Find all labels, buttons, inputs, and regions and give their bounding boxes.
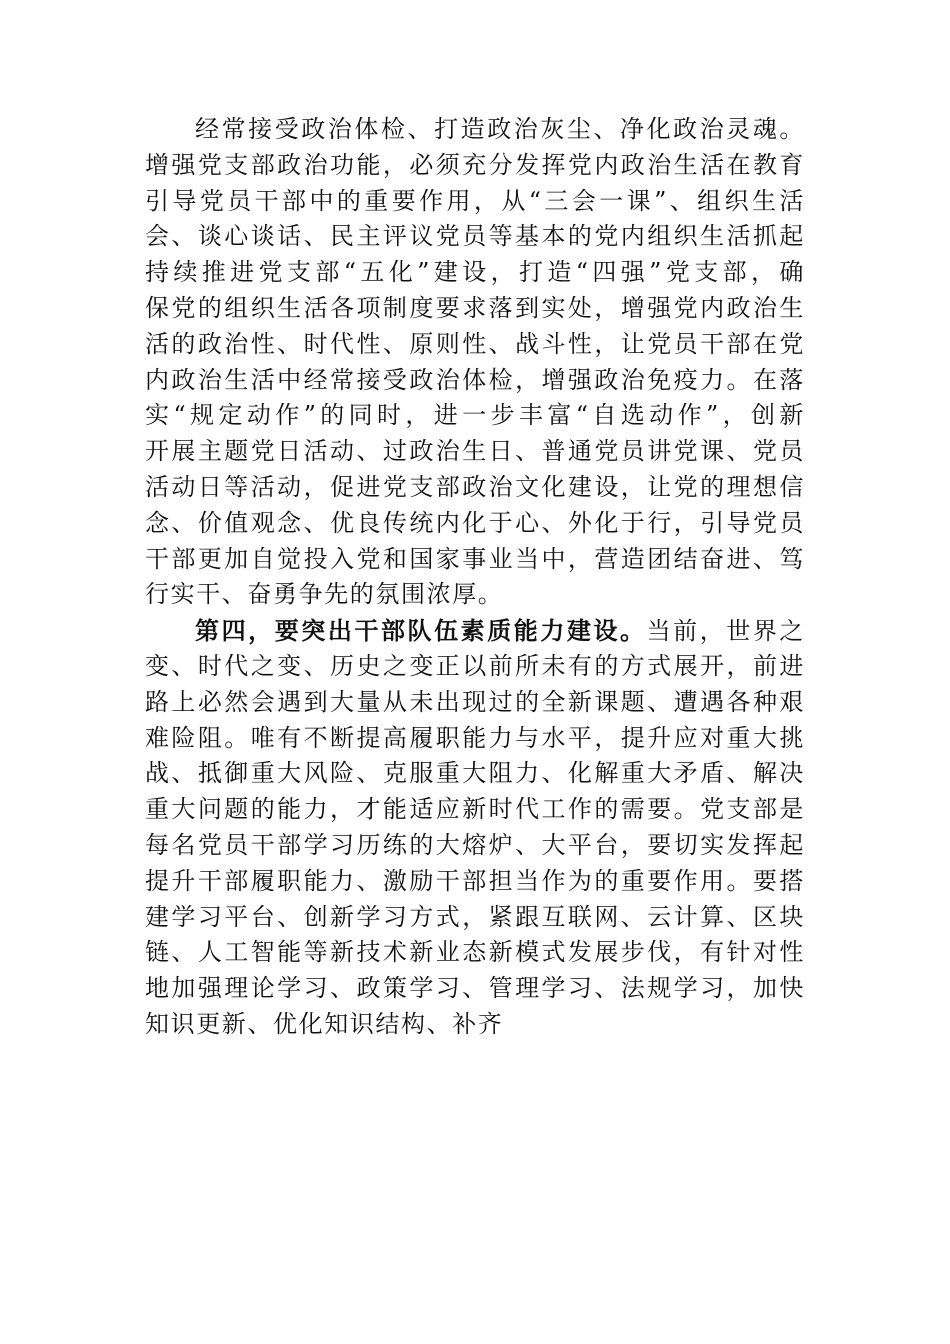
- paragraph-1-line-14: 行实干、奋勇争先的氛围浓厚。: [145, 580, 504, 609]
- paragraph-1-line-1: 经常接受政治体检、打造政治灰尘、净化政治灵魂。: [195, 115, 805, 143]
- paragraph-2-line-9: 建学习平台、创新学习方式，紧跟互联网、云计算、区块: [145, 902, 805, 931]
- body-text: [145, 112, 805, 1043]
- paragraph-1-line-11: 活动日等活动，促进党支部政治文化建设，让党的理想信: [145, 472, 805, 501]
- paragraph-2-line-1-rest: 当前，世界之: [646, 617, 805, 646]
- paragraph-2-line-11: 地加强理论学习、政策学习、管理学习、法规学习，加快: [145, 974, 805, 1003]
- paragraph-1-line-10: 开展主题党日活动、过政治生日、普通党员讲党课、党员: [145, 437, 805, 466]
- paragraph-1: [145, 112, 805, 613]
- paragraph-2-line-12: 知识更新、优化知识结构、补齐: [145, 1009, 504, 1038]
- paragraph-2-line-1: [145, 613, 805, 649]
- paragraph-2-line-6: 重大问题的能力，才能适应新时代工作的需要。党支部是: [145, 795, 805, 824]
- paragraph-2-line-8: 提升干部履职能力、激励干部担当作为的重要作用。要搭: [145, 866, 805, 895]
- paragraph-2-line-3: 路上必然会遇到大量从未出现过的全新课题、遭遇各种艰: [145, 687, 805, 716]
- paragraph-2: [145, 613, 805, 1043]
- paragraph-2-line-4: 难险阻。唯有不断提高履职能力与水平，提升应对重大挑: [145, 723, 805, 752]
- paragraph-1-line-7: 活的政治性、时代性、原则性、战斗性，让党员干部在党: [145, 329, 805, 358]
- paragraph-2-line-2: 变、时代之变、历史之变正以前所未有的方式展开，前进: [145, 651, 805, 680]
- paragraph-lead-bold: 第四，要突出干部队伍素质能力建设。: [195, 616, 647, 646]
- paragraph-1-line-12: 念、价值观念、优良传统内化于心、外化于行，引导党员: [145, 508, 805, 537]
- paragraph-1-line-5: 持续推进党支部“五化”建设，打造“四强”党支部，确: [145, 258, 805, 287]
- paragraph-1-line-6: 保党的组织生活各项制度要求落到实处，增强党内政治生: [145, 293, 805, 322]
- paragraph-1-line-9: 实“规定动作”的同时，进一步丰富“自选动作”，创新: [145, 401, 805, 430]
- paragraph-1-line-3: 引导党员干部中的重要作用，从“三会一课”、组织生活: [145, 186, 805, 215]
- paragraph-2-line-7: 每名党员干部学习历练的大熔炉、大平台，要切实发挥起: [145, 830, 805, 859]
- paragraph-1-line-8: 内政治生活中经常接受政治体检，增强政治免疫力。在落: [145, 365, 805, 394]
- paragraph-1-line-13: 干部更加自觉投入党和国家事业当中，营造团结奋进、笃: [145, 544, 805, 573]
- paragraph-2-line-5: 战、抵御重大风险、克服重大阻力、化解重大矛盾、解决: [145, 759, 805, 788]
- paragraph-2-line-10: 链、人工智能等新技术新业态新模式发展步伐，有针对性: [145, 938, 805, 967]
- paragraph-1-line-4: 会、谈心谈话、民主评议党员等基本的党内组织生活抓起: [145, 222, 805, 251]
- paragraph-1-line-2: 增强党支部政治功能，必须充分发挥党内政治生活在教育: [145, 150, 805, 179]
